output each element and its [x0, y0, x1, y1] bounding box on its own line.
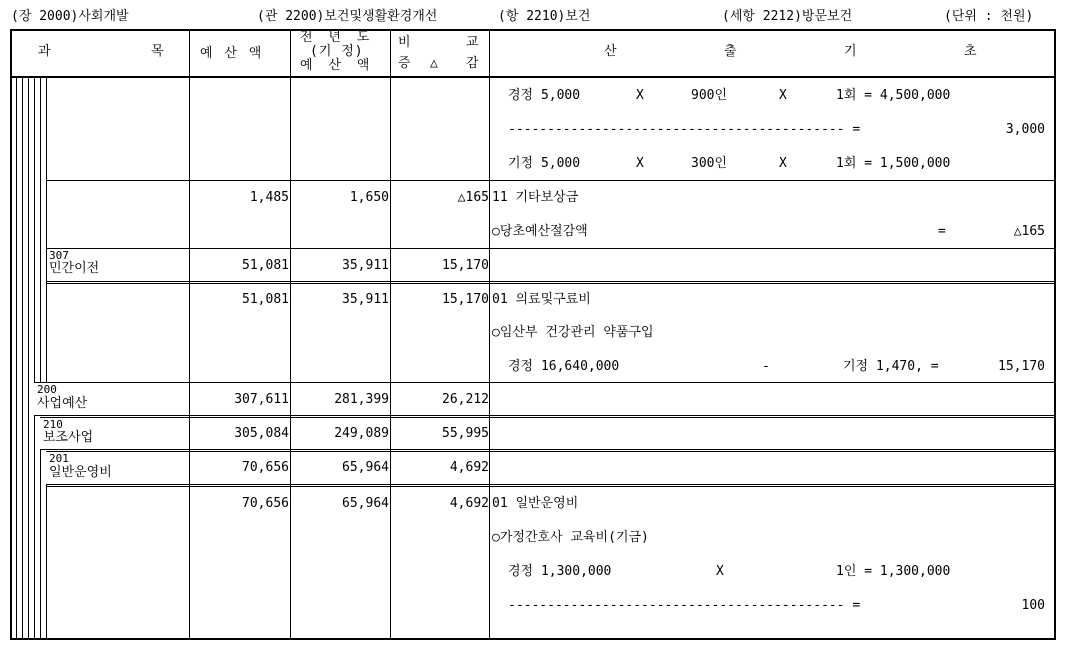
prev-amount: 249,089: [334, 426, 389, 441]
diff-amount: 4,692: [449, 460, 489, 475]
basis-line: X: [716, 564, 724, 579]
header-sehang: (세항 2212)방문보건: [722, 9, 853, 24]
budget-amount: 70,656: [242, 496, 289, 511]
basis-line: =: [938, 224, 946, 239]
diff-amount: 55,995: [442, 426, 489, 441]
col-diff-2a: 증: [398, 56, 411, 71]
basis-line: ○당초예산절감액: [492, 224, 588, 239]
diff-amount: 26,212: [442, 392, 489, 407]
col-basis-2: 출: [724, 44, 737, 59]
basis-line: X: [636, 156, 644, 171]
header-hang: (항 2210)보건: [498, 9, 591, 24]
col-prev-2: (기 정): [310, 44, 364, 59]
item-code: 201: [49, 452, 69, 465]
item-name: 일반운영비: [49, 465, 112, 480]
basis-line: 경정 16,640,000: [508, 359, 620, 374]
col-gwamok-2: 목: [151, 44, 164, 59]
prev-amount: 65,964: [342, 460, 389, 475]
header-gwan: (관 2200)보건및생활환경개선: [257, 9, 438, 24]
basis-line: 900인: [691, 88, 728, 103]
basis-line: -: [762, 359, 770, 374]
basis-line: ○임산부 건강관리 약품구입: [492, 325, 654, 340]
col-diff-2b: △: [430, 56, 438, 71]
budget-amount: 307,611: [234, 392, 289, 407]
basis-line: X: [636, 88, 644, 103]
budget-amount: 305,084: [234, 426, 289, 441]
basis-line: 경정 5,000: [508, 88, 581, 103]
basis-line: 3,000: [1005, 122, 1045, 137]
basis-line: ------------------------------------------- =: [508, 122, 861, 137]
col-diff-1a: 비: [398, 35, 411, 50]
basis-line: ------------------------------------------- =: [508, 598, 861, 613]
col-diff-1b: 교: [466, 35, 479, 50]
basis-line: X: [779, 88, 787, 103]
prev-amount: 65,964: [342, 496, 389, 511]
item-name: 사업예산: [37, 396, 88, 411]
col-prev-3: 예 산 액: [300, 58, 374, 73]
diff-amount: 15,170: [442, 258, 489, 273]
item-name: 보조사업: [43, 430, 94, 445]
diff-amount: 4,692: [449, 496, 489, 511]
basis-line: 01 의료및구료비: [492, 292, 591, 307]
budget-amount: 51,081: [242, 292, 289, 307]
basis-line: 1인 = 1,300,000: [836, 564, 951, 579]
basis-line: 100: [1021, 598, 1045, 613]
header-unit: (단위 : 천원): [944, 9, 1034, 24]
basis-line: 경정 1,300,000: [508, 564, 612, 579]
col-prev-1: 전 년 도: [300, 30, 374, 45]
item-name: 민간이전: [49, 261, 100, 276]
header-jang: (장 2000)사회개발: [11, 9, 129, 24]
basis-line: X: [779, 156, 787, 171]
basis-line: ○가정간호사 교육비(기금): [492, 530, 649, 545]
prev-amount: 35,911: [342, 258, 389, 273]
item-code: 307: [49, 249, 69, 262]
col-basis-4: 초: [964, 44, 977, 59]
basis-line: 15,170: [998, 359, 1045, 374]
item-code: 210: [43, 418, 63, 431]
basis-line: 1회 = 4,500,000: [836, 88, 951, 103]
diff-amount: △165: [457, 190, 489, 205]
prev-amount: 281,399: [334, 392, 389, 407]
item-code: 200: [37, 383, 57, 396]
basis-line: 01 일반운영비: [492, 496, 579, 511]
col-basis-3: 기: [844, 44, 857, 59]
basis-line: 300인: [691, 156, 728, 171]
basis-line: 11 기타보상금: [492, 190, 579, 205]
col-budget: 예 산 액: [200, 46, 264, 61]
basis-line: 기정 1,470, =: [843, 359, 939, 374]
budget-amount: 51,081: [242, 258, 289, 273]
prev-amount: 35,911: [342, 292, 389, 307]
basis-line: △165: [1013, 224, 1045, 239]
basis-line: 기정 5,000: [508, 156, 581, 171]
col-basis-1: 산: [604, 44, 617, 59]
prev-amount: 1,650: [349, 190, 389, 205]
budget-amount: 1,485: [249, 190, 289, 205]
col-diff-2c: 감: [466, 56, 479, 71]
budget-amount: 70,656: [242, 460, 289, 475]
diff-amount: 15,170: [442, 292, 489, 307]
basis-line: 1회 = 1,500,000: [836, 156, 951, 171]
col-gwamok-1: 과: [38, 44, 51, 59]
